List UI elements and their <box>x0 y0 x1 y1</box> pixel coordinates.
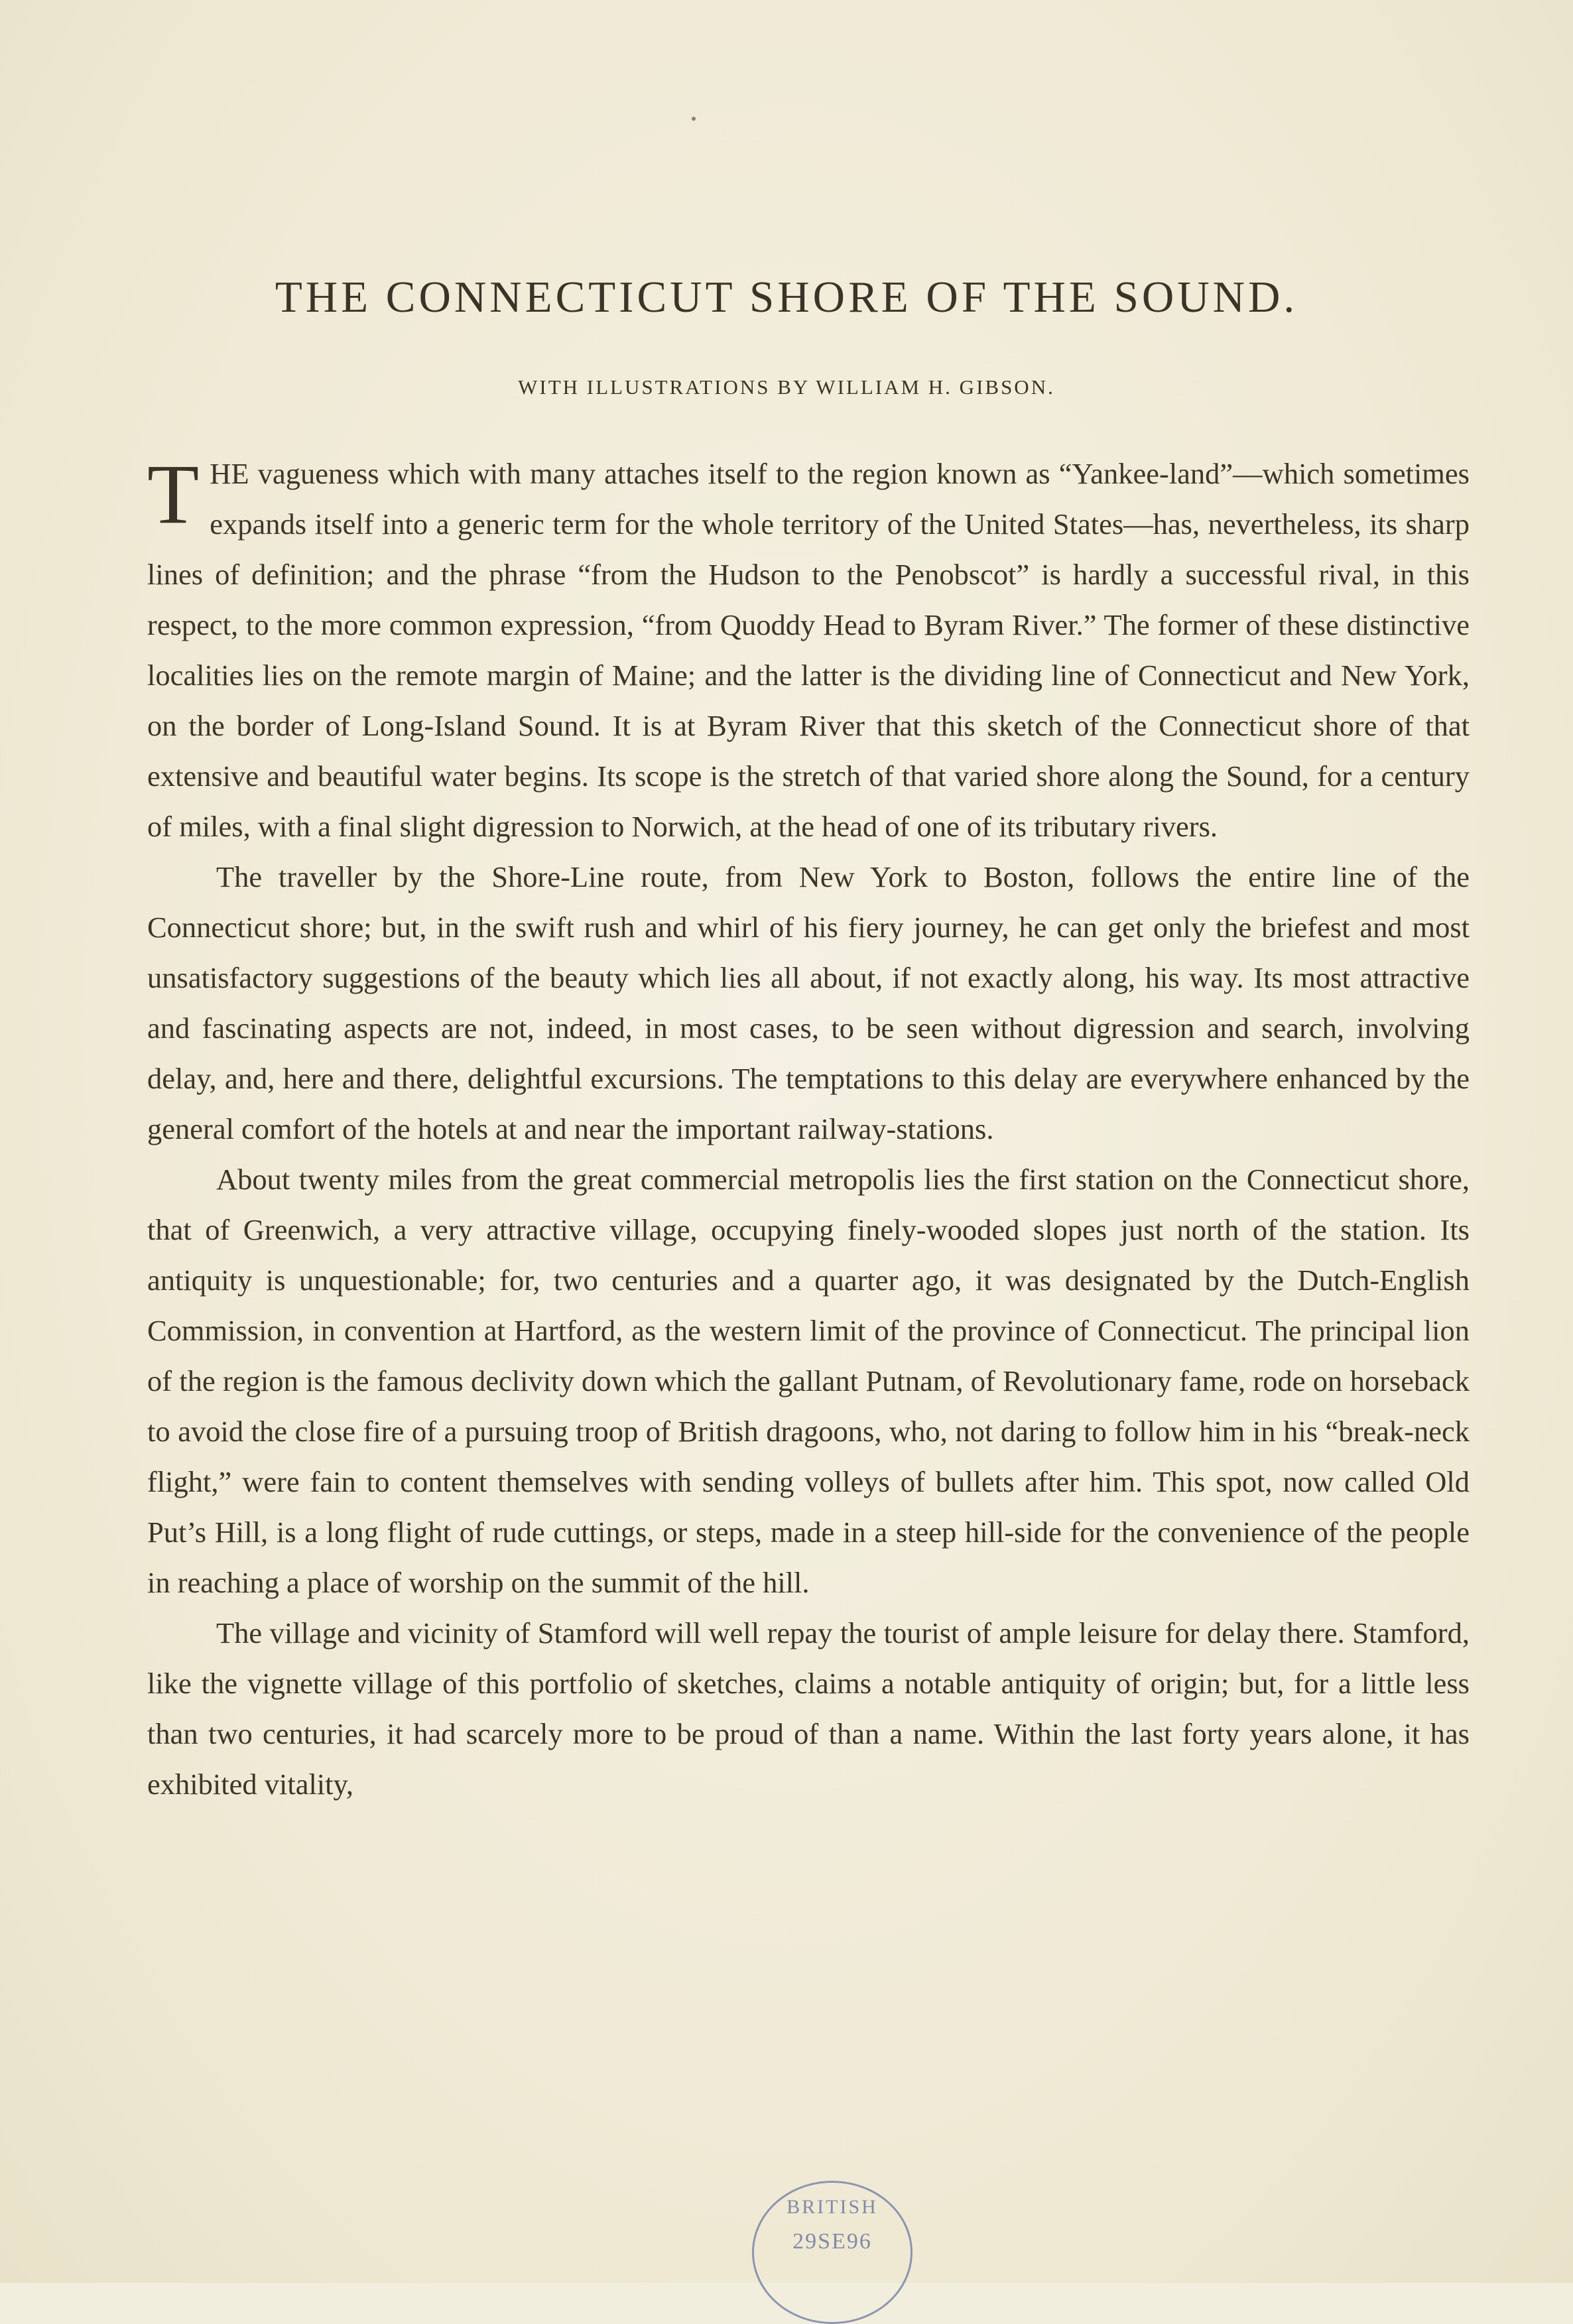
illustration-credit: WITH ILLUSTRATIONS BY WILLIAM H. GIBSON. <box>518 375 1055 399</box>
library-stamp <box>752 2181 912 2324</box>
paragraph-2: The traveller by the Shore-Line route, from New York to Boston, follows the entire line of the Connecticut shore; but, in the swift rush and whirl of his fiery journey, he can get only the briefest and most unsatisfactory suggestions of the beauty which lies all about, if not exactly along, his way. Its most attractive and fascinating aspects are not, indeed, in most cases, to be seen without digression and search, involving delay, and, here and there, delightful excursions. The temptations to this delay are everywhere enhanced by the general comfort of the hotels at and near the important railway-stations. <box>147 860 1470 1145</box>
stamp-date: 29SE96 <box>792 2229 872 2254</box>
paragraph-1-text: HE vagueness which with many attaches itself to the region known as “Yankee-land”—which sometimes expands itself into a generic term for the whole territory of the United States—has, nevertheless, its sharp lines of definition; and the phrase “from the Hudson to the Penobscot” is hardly a successful rival, in this respect, to the more common expression, “from Quoddy Head to Byram River.” The former of these distinctive localities lies on the remote margin of Maine; and the latter is the dividing line of Connecticut and New York, on the border of Long-Island Sound. It is at Byram River that this sketch of the Connecticut shore of that extensive and beautiful water begins. Its scope is the stretch of that varied shore along the Sound, for a century of miles, with a final slight digression to Norwich, at the head of one of its tributary rivers. <box>147 457 1470 843</box>
paragraph-3: About twenty miles from the great commercial metropolis lies the first station on the Connecticut shore, that of Greenwich, a very attractive village, occupying finely-wooded slopes just north of the station. Its antiquity is unquestionable; for, two centuries and a quarter ago, it was designated by the Dutch-English Commission, in convention at Hartford, as the western limit of the province of Connecticut. The principal lion of the region is the famous declivity down which the gallant Putnam, of Revolutionary fame, rode on horseback to avoid the close fire of a pursuing troop of British dragoons, who, not daring to follow him in his “break-neck flight,” were fain to content themselves with sending volleys of bullets after him. This spot, now called Old Put’s Hill, is a long flight of rude cuttings, or steps, made in a steep hill-side for the convenience of the people in reaching a place of worship on the summit of the hill. <box>147 1163 1470 1599</box>
drop-cap: T <box>147 447 200 541</box>
ink-dot <box>692 117 696 121</box>
article-body <box>147 448 1470 1809</box>
stamp-label: BRITISH <box>786 2196 878 2218</box>
paragraph-4: The village and vicinity of Stamford will well repay the tourist of ample leisure for delay there. Stamford, like the vignette village of this portfolio of sketches, claims a notable antiquity of origin; but, for a little less than two centuries, it had scarcely more to be proud of than a name. Within the last forty years alone, it has exhibited vitality, <box>147 1616 1470 1801</box>
page-title: THE CONNECTICUT SHORE OF THE SOUND. <box>275 273 1298 322</box>
paragraph-1 <box>147 448 1470 852</box>
